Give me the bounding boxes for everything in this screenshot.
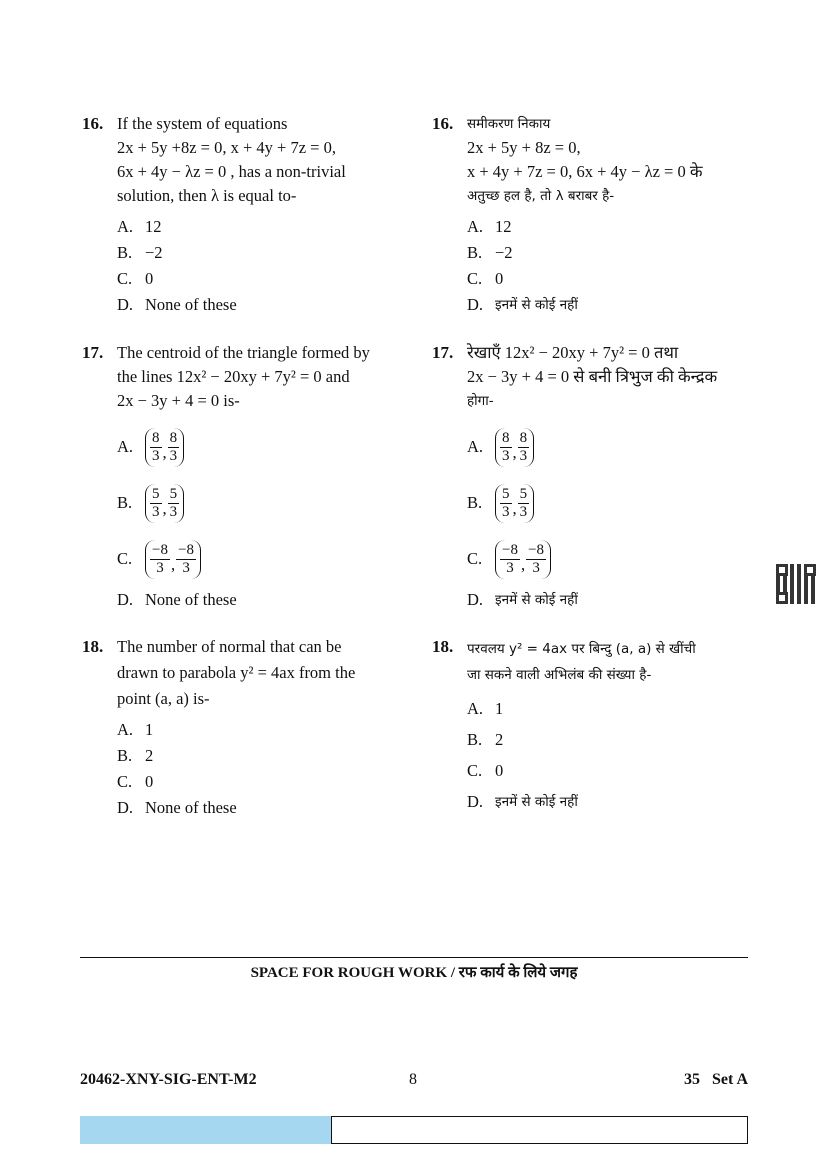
question-16-hi	[432, 112, 752, 324]
coordinate-pair: $\frac{8}{3}$ , $\frac{8}{3}$	[495, 428, 534, 467]
rough-work-heading: SPACE FOR ROUGH WORK / रफ कार्य के लिये जगह	[250, 965, 578, 981]
coordinate-pair: $\frac{5}{3}$ , $\frac{5}{3}$	[495, 484, 534, 523]
option-c[interactable]: C. 0	[467, 760, 504, 780]
question-number: 16.	[432, 114, 454, 133]
coordinate-pair: $\frac{-8}{3}$ , $\frac{-8}{3}$	[495, 540, 551, 579]
option-a[interactable]: A. 12	[467, 217, 512, 236]
coordinate-pair: $\frac{5}{3}$ , $\frac{5}{3}$	[145, 484, 184, 523]
option-c[interactable]: C. $\frac{-8}{3}$ , $\frac{-8}{3}$	[467, 531, 752, 587]
option-d[interactable]: D. इनमें से कोई नहीं	[467, 791, 578, 811]
question-stem: If the system of equations 2x + 5y +8z = 0, x + 4y + 7z = 0, 6x + 4y − λz = 0 , has a non-trivial solution, then λ is equal to-	[117, 114, 346, 205]
question-number: 17.	[82, 343, 104, 362]
option-a[interactable]: A. 12	[117, 217, 162, 236]
footer-color-bar	[80, 1116, 331, 1144]
question-number: 16.	[82, 114, 104, 133]
option-b[interactable]: B. 2	[467, 729, 504, 749]
question-number: 17.	[432, 343, 454, 362]
coordinate-pair: $\frac{8}{3}$ , $\frac{8}{3}$	[145, 428, 184, 467]
option-b[interactable]: B. $\frac{5}{3}$ , $\frac{5}{3}$	[467, 475, 752, 531]
option-b[interactable]: B. −2	[467, 243, 513, 262]
hindi-column	[432, 112, 752, 817]
divider	[80, 957, 748, 958]
question-stem: परवलय y² = 4ax पर बिन्दु (a, a) से खींची जा सकने वाली अभिलंब की संख्या है-	[467, 641, 696, 683]
option-d[interactable]: D. None of these	[117, 798, 237, 817]
question-16-en	[82, 112, 402, 324]
option-a[interactable]: A. 1	[467, 698, 504, 718]
question-stem: The centroid of the triangle formed by the lines 12x² − 20xy + 7y² = 0 and 2x − 3y + 4 = 0 is-	[117, 343, 370, 410]
question-18-en	[82, 635, 402, 821]
qr-code-icon	[776, 564, 816, 604]
page-number: 8	[409, 1071, 417, 1088]
question-number: 18.	[432, 637, 454, 656]
question-stem: The number of normal that can be drawn to parabola y² = 4ax from the point (a, a) is-	[117, 637, 356, 708]
option-c[interactable]: C. $\frac{-8}{3}$ , $\frac{-8}{3}$	[117, 531, 402, 587]
option-a[interactable]: A. $\frac{8}{3}$ , $\frac{8}{3}$	[117, 419, 402, 475]
question-17-en	[82, 341, 402, 629]
option-b[interactable]: B. $\frac{5}{3}$ , $\frac{5}{3}$	[117, 475, 402, 531]
option-d[interactable]: D. इनमें से कोई नहीं	[467, 590, 578, 609]
coordinate-pair: $\frac{-8}{3}$ , $\frac{-8}{3}$	[145, 540, 201, 579]
footer-outline-box	[331, 1116, 748, 1144]
option-d[interactable]: D. None of these	[117, 295, 237, 314]
question-stem: रेखाएँ 12x² − 20xy + 7y² = 0 तथा 2x − 3y + 4 = 0 से बनी त्रिभुज की केन्द्रक होगा-	[467, 343, 718, 409]
option-b[interactable]: B. 2	[117, 746, 154, 765]
question-number: 18.	[82, 637, 104, 656]
question-17-hi	[432, 341, 752, 629]
option-c[interactable]: C. 0	[467, 269, 504, 288]
option-b[interactable]: B. −2	[117, 243, 163, 262]
option-d[interactable]: D. इनमें से कोई नहीं	[467, 295, 578, 314]
english-column	[82, 112, 402, 821]
option-a[interactable]: A. 1	[117, 720, 154, 739]
option-c[interactable]: C. 0	[117, 269, 154, 288]
option-c[interactable]: C. 0	[117, 772, 154, 791]
set-label: 35 Set A	[684, 1071, 748, 1088]
question-18-hi	[432, 635, 752, 817]
option-a[interactable]: A. $\frac{8}{3}$ , $\frac{8}{3}$	[467, 419, 752, 475]
paper-code: 20462-XNY-SIG-ENT-M2	[80, 1071, 257, 1088]
option-d[interactable]: D. None of these	[117, 590, 237, 609]
question-stem: समीकरण निकाय 2x + 5y + 8z = 0, x + 4y + 7z = 0, 6x + 4y − λz = 0 के अतुच्छ हल है, तो λ बराबर है-	[467, 116, 703, 204]
